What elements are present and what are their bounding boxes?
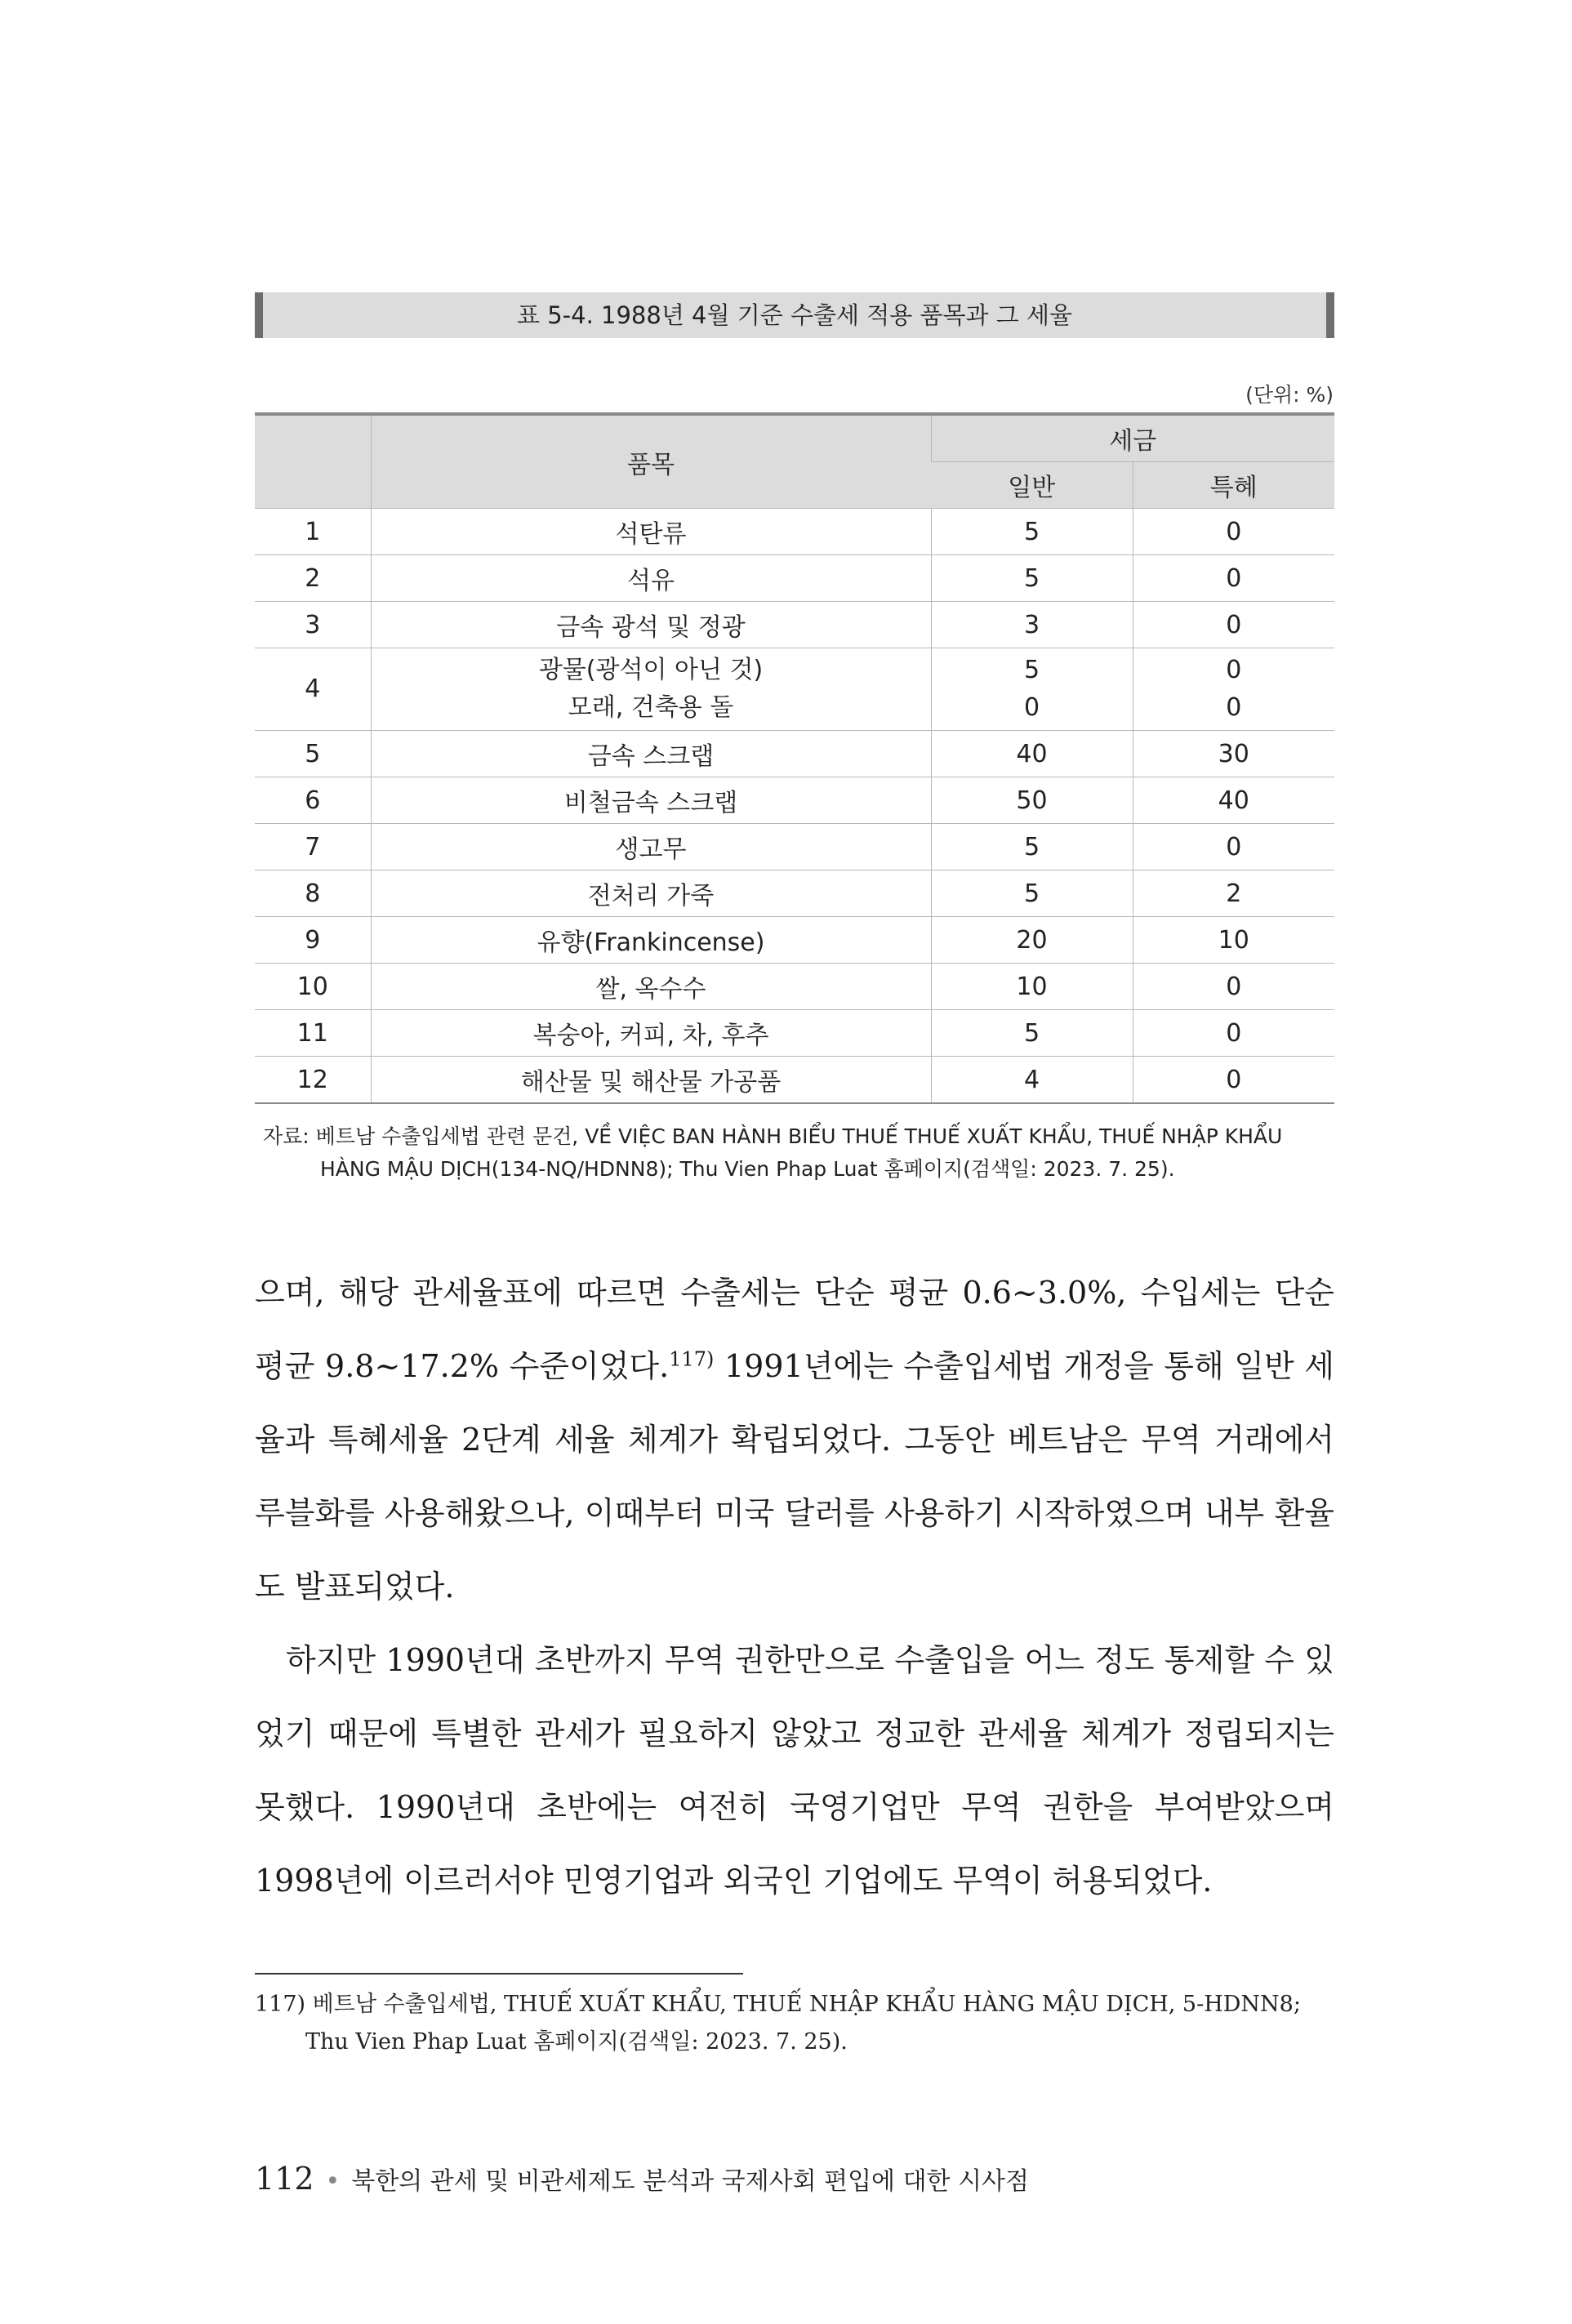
row-general: 5 xyxy=(931,870,1133,917)
body-text xyxy=(255,1256,1334,1917)
row-item-line: 모래, 건축용 돌 xyxy=(568,693,734,722)
table-row xyxy=(255,777,1334,824)
row-general: 5 xyxy=(931,1010,1133,1057)
table-row xyxy=(255,1057,1334,1104)
table-row xyxy=(255,555,1334,602)
row-item: 비철금속 스크랩 xyxy=(371,777,931,824)
table-row xyxy=(255,731,1334,777)
table-row xyxy=(255,1010,1334,1057)
page-footer xyxy=(255,2161,1029,2197)
row-special xyxy=(1133,648,1334,731)
row-number: 3 xyxy=(255,602,371,648)
row-number: 12 xyxy=(255,1057,371,1104)
row-special: 0 xyxy=(1133,509,1334,555)
table-row xyxy=(255,509,1334,555)
row-number: 11 xyxy=(255,1010,371,1057)
row-special: 0 xyxy=(1133,1010,1334,1057)
row-item: 쌀, 옥수수 xyxy=(371,964,931,1010)
row-item: 해산물 및 해산물 가공품 xyxy=(371,1057,931,1104)
row-special: 0 xyxy=(1133,555,1334,602)
body-paragraph xyxy=(255,1256,1334,1623)
table-source-note: 자료: 베트남 수출입세법 관련 문건, VỀ VIỆC BAN HÀNH BIỂU THUẾ THUẾ XUẤT KHẨU, THUẾ NHẬP KHẨU HÀNG MẬU DỊCH(134-NQ/HDNN8); Thu Vien Phap Luat 홈페이지(검색일: 2023. 7. 25). xyxy=(263,1124,1283,1181)
row-number: 5 xyxy=(255,731,371,777)
row-general: 3 xyxy=(931,602,1133,648)
row-general: 40 xyxy=(931,731,1133,777)
row-item: 생고무 xyxy=(371,824,931,870)
footnote: 117) 베트남 수출입세법, THUẾ XUẤT KHẨU, THUẾ NHẬP KHẨU HÀNG MẬU DỊCH, 5-HDNN8; Thu Vien Phap Luat 홈페이지(검색일: 2023. 7. 25). xyxy=(255,1992,1301,2055)
footnote-reference[interactable]: 117) xyxy=(669,1347,715,1371)
row-special: 2 xyxy=(1133,870,1334,917)
row-special: 0 xyxy=(1133,602,1334,648)
table-row xyxy=(255,917,1334,964)
row-special: 10 xyxy=(1133,917,1334,964)
row-special-line: 0 xyxy=(1226,656,1242,684)
book-title: 북한의 관세 및 비관세제도 분석과 국제사회 편입에 대한 시사점 xyxy=(351,2167,1030,2196)
row-item: 석탄류 xyxy=(371,509,931,555)
row-special: 0 xyxy=(1133,1057,1334,1104)
row-special: 40 xyxy=(1133,777,1334,824)
row-number: 8 xyxy=(255,870,371,917)
header-general: 일반 xyxy=(931,462,1133,509)
table-row xyxy=(255,824,1334,870)
row-number: 2 xyxy=(255,555,371,602)
row-general: 10 xyxy=(931,964,1133,1010)
row-general: 50 xyxy=(931,777,1133,824)
row-general-line: 0 xyxy=(1023,693,1040,722)
row-item: 금속 스크랩 xyxy=(371,731,931,777)
row-number: 4 xyxy=(255,648,371,731)
row-special: 0 xyxy=(1133,964,1334,1010)
row-special-line: 0 xyxy=(1226,693,1242,722)
tax-rate-table xyxy=(255,412,1334,1104)
row-special: 30 xyxy=(1133,731,1334,777)
row-general: 5 xyxy=(931,824,1133,870)
paragraph-text: 1991년에는 수출입세법 개정을 통해 일반 세율과 특혜세율 2단계 세율 체계가 확립되었다. 그동안 베트남은 무역 거래에서 루블화를 사용해왔으나, 이때부터 미국 달러를 사용하기 시작하였으며 내부 환율도 발표되었다. xyxy=(255,1348,1334,1605)
table-row xyxy=(255,964,1334,1010)
row-general xyxy=(931,648,1133,731)
row-number: 1 xyxy=(255,509,371,555)
footnote-divider xyxy=(255,1973,743,1975)
table-row xyxy=(255,602,1334,648)
row-general: 4 xyxy=(931,1057,1133,1104)
row-general: 20 xyxy=(931,917,1133,964)
page-number: 112 xyxy=(255,2161,314,2197)
row-item-line: 광물(광석이 아닌 것) xyxy=(538,656,764,684)
footer-separator: • xyxy=(325,2167,341,2196)
row-item: 전처리 가죽 xyxy=(371,870,931,917)
row-item: 금속 광석 및 정광 xyxy=(371,602,931,648)
row-item: 유향(Frankincense) xyxy=(371,917,931,964)
row-item: 복숭아, 커피, 차, 후추 xyxy=(371,1010,931,1057)
header-item: 품목 xyxy=(371,414,931,509)
row-item: 석유 xyxy=(371,555,931,602)
table-row xyxy=(255,870,1334,917)
unit-label: (단위: %) xyxy=(1245,383,1334,407)
row-special: 0 xyxy=(1133,824,1334,870)
header-tax: 세금 xyxy=(931,414,1334,462)
row-general: 5 xyxy=(931,509,1133,555)
table-caption: 표 5-4. 1988년 4월 기준 수출세 적용 품목과 그 세율 xyxy=(255,292,1334,338)
paragraph-text: 으며, 해당 관세율표에 따르면 수출세는 단순 평균 0.6~3.0%, 수입세는 단순 평균 9.8~17.2% 수준이었다. xyxy=(255,1275,1334,1384)
row-number: 9 xyxy=(255,917,371,964)
row-general-line: 5 xyxy=(1023,656,1040,684)
row-number: 7 xyxy=(255,824,371,870)
header-number xyxy=(255,414,371,509)
row-number: 6 xyxy=(255,777,371,824)
body-paragraph: 하지만 1990년대 초반까지 무역 권한만으로 수출입을 어느 정도 통제할 수 있었기 때문에 특별한 관세가 필요하지 않았고 정교한 관세율 체계가 정립되지는 못했다. 1990년대 초반에는 여전히 국영기업만 무역 권한을 부여받았으며 1998년에 이르러서야 민영기업과 외국인 기업에도 무역이 허용되었다. xyxy=(255,1642,1334,1899)
row-item xyxy=(371,648,931,731)
row-general: 5 xyxy=(931,555,1133,602)
row-number: 10 xyxy=(255,964,371,1010)
table-row xyxy=(255,648,1334,731)
header-special: 특혜 xyxy=(1133,462,1334,509)
